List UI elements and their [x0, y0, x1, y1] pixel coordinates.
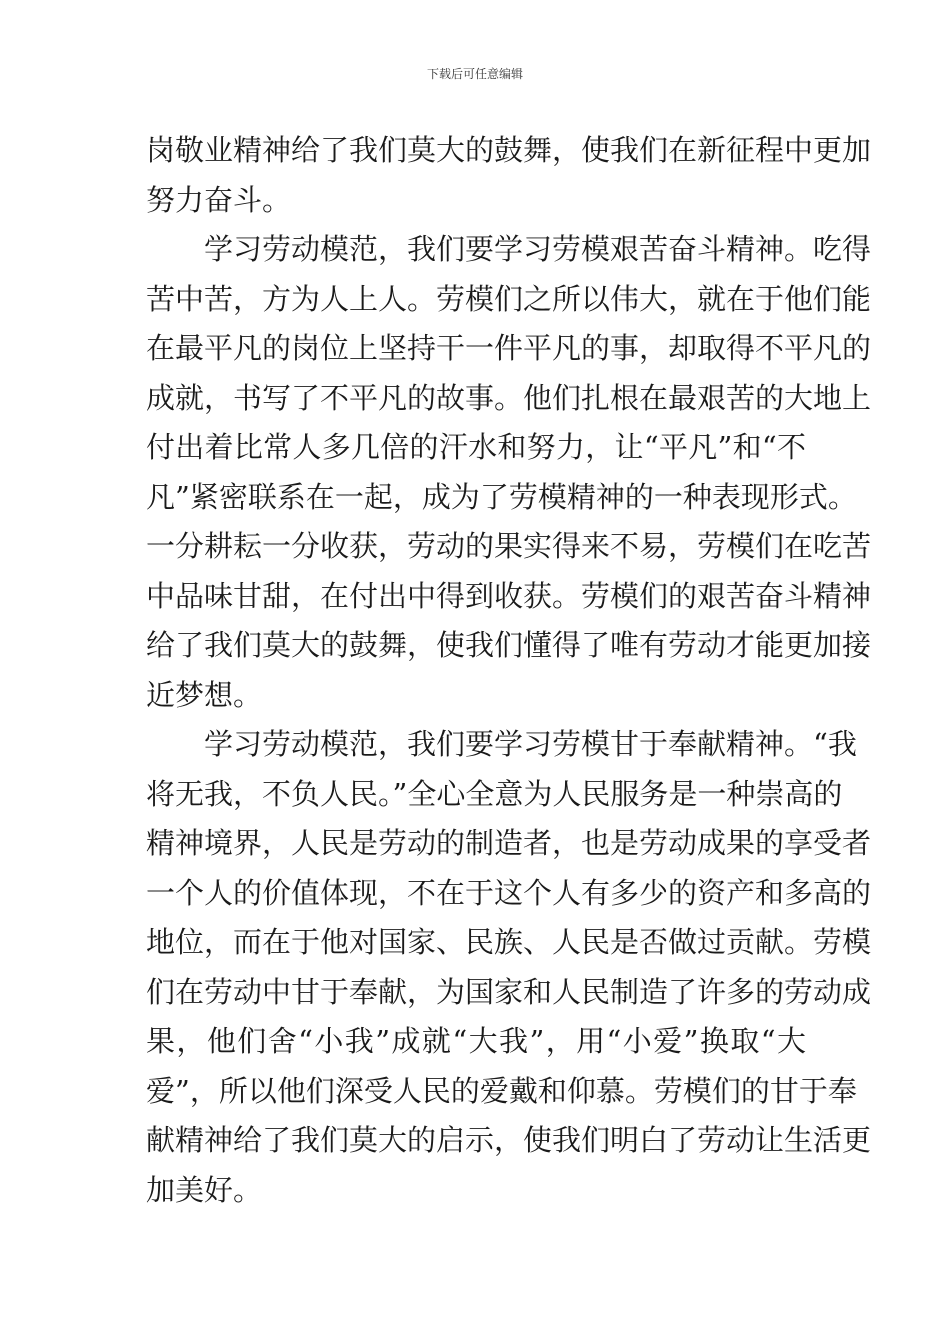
text-line: 学习劳动模范，我们要学习劳模甘于奉献精神。“我 — [146, 727, 857, 761]
text-line: 近梦想。 — [146, 677, 263, 712]
text-line: 地位，而在于他对国家、民族、人民是否做过贡献。劳模 — [146, 925, 872, 959]
text-line: 岗敬业精神给了我们莫大的鼓舞，使我们在新征程中更加 — [146, 133, 872, 167]
text-line: 一分耕耘一分收获，劳动的果实得来不易，劳模们在吃苦 — [146, 529, 872, 563]
text-line: 中品味甘甜，在付出中得到收获。劳模们的艰苦奋斗精神 — [146, 578, 872, 613]
text-line: 在最平凡的岗位上坚持干一件平凡的事，却取得不平凡的 — [146, 331, 872, 365]
text-line: 将无我，不负人民。”全心全意为人民服务是一种崇高的 — [146, 776, 843, 811]
text-line: 学习劳动模范，我们要学习劳模艰苦奋斗精神。吃得 — [146, 232, 872, 266]
text-line: 付出着比常人多几倍的汗水和努力，让“平凡”和“不 — [146, 430, 806, 464]
body-text — [146, 126, 872, 1215]
text-line: 精神境界，人民是劳动的制造者，也是劳动成果的享受者 — [146, 826, 872, 860]
text-line: 苦中苦，方为人上人。劳模们之所以伟大，就在于他们能 — [146, 281, 872, 316]
text-line: 一个人的价值体现，不在于这个人有多少的资产和多高的 — [146, 875, 872, 910]
text-line: 献精神给了我们莫大的启示，使我们明白了劳动让生活更 — [146, 1123, 872, 1157]
text-line: 果，他们舍“小我”成就“大我”，用“小爱”换取“大 — [146, 1024, 806, 1058]
page-header: 下载后可任意编辑 — [426, 67, 523, 81]
text-line: 凡”紧密联系在一起，成为了劳模精神的一种表现形式。 — [146, 479, 857, 514]
text-line: 努力奋斗。 — [146, 182, 292, 217]
text-line: 爱”，所以他们深受人民的爱戴和仰慕。劳模们的甘于奉 — [146, 1073, 857, 1108]
text-line: 成就，书写了不平凡的故事。他们扎根在最艰苦的大地上 — [146, 380, 872, 415]
text-line: 们在劳动中甘于奉献，为国家和人民制造了许多的劳动成 — [146, 974, 872, 1009]
text-line: 给了我们莫大的鼓舞，使我们懂得了唯有劳动才能更加接 — [146, 628, 872, 662]
text-line: 加美好。 — [146, 1172, 263, 1207]
